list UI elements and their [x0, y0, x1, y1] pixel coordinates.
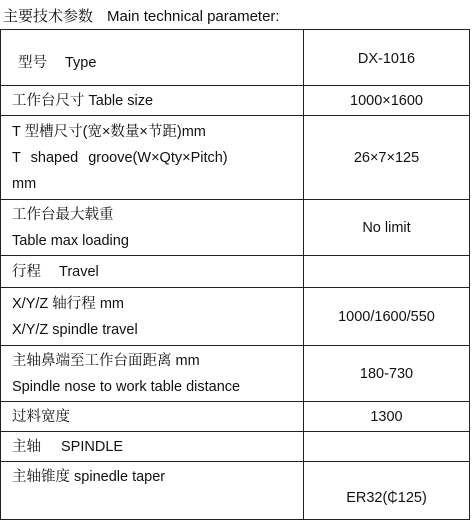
label-line: mm: [12, 175, 37, 192]
table-row: [1, 256, 470, 288]
label-zh: 型号: [18, 55, 47, 71]
row-label: 过料宽度: [1, 402, 304, 432]
page-title: [3, 5, 280, 26]
row-value: 1000×1600: [304, 86, 470, 116]
table-row: [1, 432, 470, 462]
table-row: [1, 116, 470, 200]
table-row: [1, 200, 470, 256]
table-row: [1, 30, 470, 86]
row-value: 180-730: [304, 346, 470, 402]
label-line: X/Y/Z spindle travel: [12, 321, 138, 338]
label-line: T 型槽尺寸(宽×数量×节距)mm: [12, 123, 206, 140]
row-label: [1, 116, 304, 200]
label-en: Travel: [59, 263, 99, 280]
row-value: 1000/1600/550: [304, 288, 470, 346]
row-label: [1, 30, 304, 86]
row-label: [1, 346, 304, 402]
row-label: [1, 200, 304, 256]
spec-table: [0, 29, 470, 520]
label-line: Spindle nose to work table distance: [12, 378, 241, 395]
row-label: [1, 432, 304, 462]
row-value: No limit: [304, 200, 470, 256]
row-label: 工作台尺寸 Table size: [1, 86, 304, 116]
table-row: [1, 402, 470, 432]
label-line: 工作台最大载重: [12, 206, 114, 223]
title-en: Main technical parameter:: [107, 8, 280, 25]
table-row: [1, 86, 470, 116]
label-line: Table max loading: [12, 232, 129, 249]
title-zh: 主要技术参数: [3, 8, 94, 25]
row-value: ER32(₵125): [304, 462, 470, 520]
row-label: [1, 256, 304, 288]
label-en: Type: [65, 55, 97, 71]
table-row: [1, 462, 470, 520]
label-line: T shaped groove(W×Qty×Pitch): [12, 149, 228, 166]
label-line: 主轴锥度 spinedle taper: [12, 469, 166, 485]
label-line: X/Y/Z 轴行程 mm: [12, 295, 124, 312]
row-value: [304, 256, 470, 288]
table-row: [1, 346, 470, 402]
row-value: 1300: [304, 402, 470, 432]
row-label: [1, 288, 304, 346]
row-value: [304, 432, 470, 462]
row-label: [1, 462, 304, 520]
label-line: 主轴鼻端至工作台面距离 mm: [12, 352, 200, 369]
table-row: [1, 288, 470, 346]
label-zh: 行程: [12, 263, 41, 280]
row-value: 26×7×125: [304, 116, 470, 200]
label-en: SPINDLE: [61, 438, 124, 455]
row-value: DX-1016: [304, 30, 470, 86]
label-zh: 主轴: [12, 438, 41, 455]
